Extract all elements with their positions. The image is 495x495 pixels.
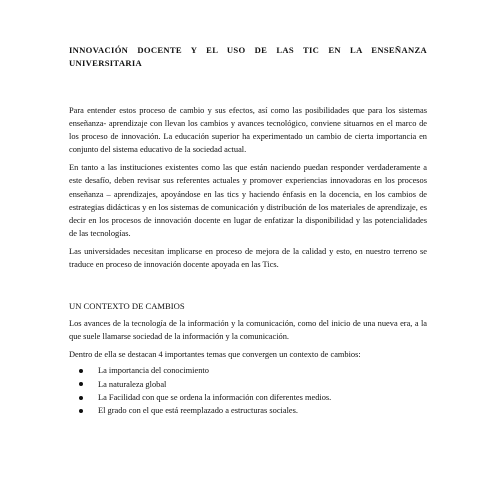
bullet-item — [69, 378, 427, 391]
bullet-list — [69, 364, 427, 417]
bullet-item — [69, 404, 427, 417]
document-body — [69, 44, 427, 418]
bullet-icon — [79, 396, 83, 400]
section-paragraph-1: Los avances de la tecnología de la información y la comunicación, como del inicio de una nueva era, a la que suele llamarse sociedad de la información y la comunicación. — [69, 319, 427, 342]
bullet-icon — [79, 382, 83, 386]
intro-paragraph-2: En tanto a las instituciones existentes como las que están naciendo puedan responder verdaderamente a este desafío, deben revisar sus referentes actuales y promover experiencias innovadoras en los procesos enseñanza – aprendizajes, apoyándose en las tics y haciendo énfasis en la docencia, en los cambios de estrategias didácticas y en los sistemas de comunicación y distribución de los materiales de aprendizaje, es decir en los procesos de innovación docente en lugar de enfatizar la disponibilidad y las potencialidades de las tecnologías. — [69, 163, 427, 238]
bullet-text: La importancia del conocimiento — [98, 366, 209, 376]
bullet-text: La naturaleza global — [98, 379, 167, 389]
bullet-item — [69, 364, 427, 377]
document-title: INNOVACIÓN DOCENTE Y EL USO DE LAS TIC EN LA ENSEÑANZA UNIVERSITARIA — [69, 45, 427, 68]
bullet-item — [69, 391, 427, 404]
section-heading: UN CONTEXTO DE CAMBIOS — [69, 301, 185, 312]
bullet-icon — [79, 409, 83, 413]
intro-paragraph-3: Las universidades necesitan implicarse en proceso de mejora de la calidad y esto, en nuestro terreno se traduce en proceso de innovación docente apoyada en las Tics. — [69, 246, 427, 270]
bullet-text: El grado con el que está reemplazado a estructuras sociales. — [98, 406, 298, 416]
section-paragraph-2: Dentro de ella se destacan 4 importantes temas que convergen un contexto de cambios: — [69, 350, 361, 360]
bullet-icon — [79, 369, 83, 373]
intro-paragraph-1: Para entender estos proceso de cambio y sus efectos, así como las posibilidades que para los sistemas enseñanza- aprendizaje con llevan los cambios y avances tecnológico, conviene situarnos en el marco de los proceso de innovación. La educación superior ha experimentado un cambio de cierta importancia en conjunto del sistema educativo de la sociedad actual. — [69, 106, 427, 155]
bullet-text: La Facilidad con que se ordena la información con diferentes medios. — [98, 393, 332, 402]
